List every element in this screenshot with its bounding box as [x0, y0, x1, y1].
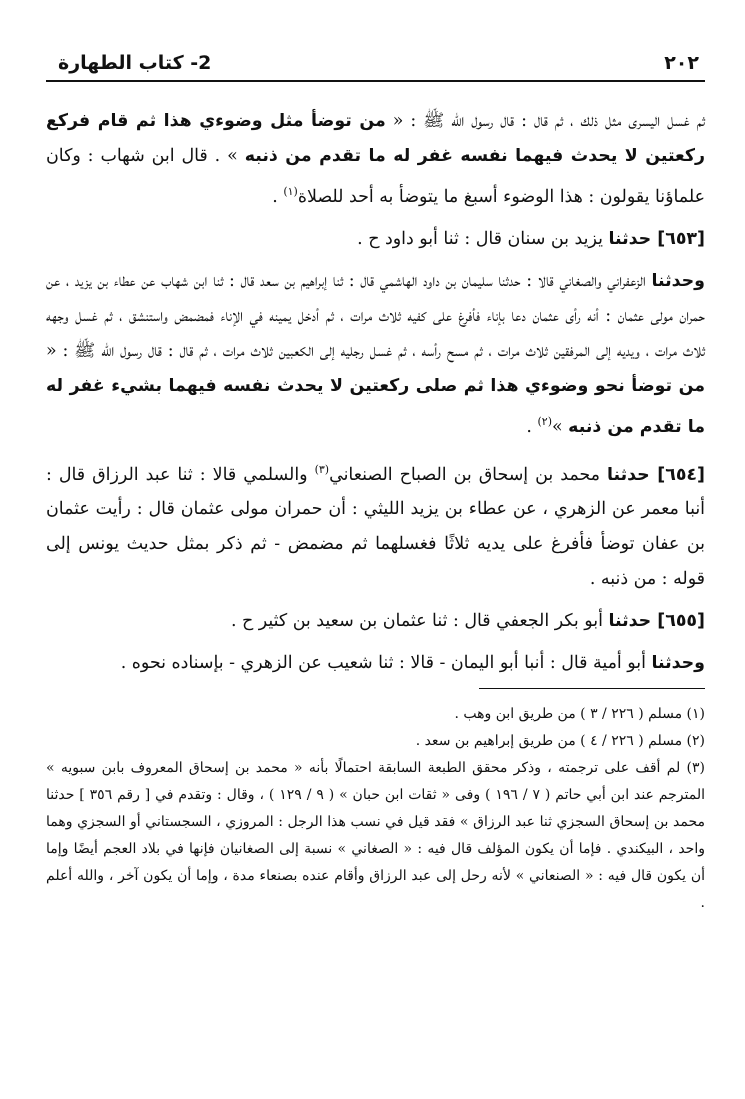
text-segment: محمد بن إسحاق بن الصباح الصنعاني — [329, 464, 607, 485]
paragraph — [46, 646, 705, 681]
footnote-marker: (٢) — [537, 414, 552, 428]
text-segment: ثم غسل اليسرى مثل ذلك ، ثم قال : قال رسول الله ﷺ : « — [385, 111, 705, 131]
hadith-number: [٦٥٥] حدثنا — [608, 611, 705, 632]
hadith-text: من توضأ مثل وضوءي هذا ثم قام فركع ركعتين لا يحدث فيهما نفسه غفر له ما تقدم من ذنبه — [46, 111, 705, 166]
paragraph — [46, 264, 705, 445]
footnote-marker: (١) — [283, 185, 298, 198]
narration-keyword: وحدثنا — [651, 270, 705, 291]
page-number: ٢٠٢ — [664, 52, 699, 74]
body-text — [46, 104, 705, 681]
text-segment: . — [272, 186, 284, 207]
footnotes — [46, 701, 705, 917]
text-segment: » — [552, 416, 569, 437]
footnote-divider — [479, 688, 705, 689]
text-segment: الزعفراني والصغاني قالا : حدثنا سليمان بن داود الهاشمي قال : ثنا إبراهيم بن سعد قال : ثنا ابن شهاب عن عطاء بن يزيد ، عن حمران مولى عثمان : أنه رأى عثمان دعا بإناء فأفرغ على كفيه ثلاث مرات ، ثم أدخل يمينه في الإناء فمضمض واستنشق ، ثم غسل وجهه ثلاث مرات ، ويديه إلى المرفقين ثلاث مرات ، ثم مسح رأسه ، ثم غسل رجليه إلى الكعبين ثلاث مرات ، ثم قال : قال رسول الله ﷺ : « — [46, 270, 705, 361]
footnote-2: (٢) مسلم ( ٢٢٦ / ٤ ) من طريق إبراهيم بن سعد . — [415, 733, 705, 750]
paragraph — [46, 104, 705, 215]
text-segment: يزيد بن سنان قال : ثنا أبو داود ح . — [357, 228, 609, 249]
footnote-3: (٣) لم أقف على ترجمته ، وذكر محقق الطبعة السابقة احتمالًا بأنه « محمد بن إسحاق المعروف بابن سبويه » المترجم عند ابن أبي حاتم ( ٧ / ١٩٦ ) وفى « ثقات ابن حبان » ( ٩ / ١٢٩ ) ، وقال : وتقدم في [ رقم ٣٥٦ ] حدثنا محمد بن إسحاق السجزي ثنا عبد الرزاق » فقد قيل في نسب هذا الرجل : المروزي ، السجستاني أو السجزي وهما واحد ، البيكندي . فإما أن يكون المؤلف قال فيه : « الصغاني » نسبة إلى الصغانيان فإنها في بلاد العجم أيضًا وإما أن يكون قال فيه : « الصنعاني » لأنه رحل إلى عبد الرزاق وأقام عنده بصنعاء مدة ، وإما أن يكون آخر ، والله أعلم . — [46, 760, 705, 912]
chapter-title: 2- كتاب الطهارة — [58, 52, 212, 74]
hadith-number: [٦٥٣] حدثنا — [608, 228, 705, 249]
paragraph — [46, 222, 705, 257]
footnote-marker: (٣) — [314, 462, 330, 476]
text-segment: والسلمي قالا : ثنا عبد الرزاق قال : أنبا معمر عن الزهري ، عن عطاء بن يزيد الليثي : أن حمران مولى عثمان قال : رأيت عثمان بن عفان توضأ فأفرغ على يديه ثلاثًا فغسلهما ثم مضمض - ثم ذكر بمثل حديث يونس إلى قوله : من ذنبه . — [46, 464, 705, 590]
text-segment: أبو أمية قال : أنبا أبو اليمان - قالا : ثنا شعيب عن الزهري - بإسناده نحوه . — [120, 653, 652, 674]
text-segment: . — [526, 416, 538, 437]
text-segment: » . قال ابن شهاب : وكان علماؤنا يقولون : هذا الوضوء أسبغ ما يتوضأ به أحد للصلاة — [46, 146, 705, 207]
paragraph — [46, 452, 705, 598]
text-segment: أبو بكر الجعفي قال : ثنا عثمان بن سعيد بن كثير ح . — [230, 611, 609, 632]
hadith-text: من توضأ نحو وضوءي هذا ثم صلى ركعتين لا يحدث نفسه فيهما بشيء غفر له ما تقدم من ذنبه — [46, 375, 705, 437]
paragraph — [46, 604, 705, 639]
page-header — [46, 52, 705, 82]
narration-keyword: وحدثنا — [651, 653, 705, 674]
hadith-number: [٦٥٤] حدثنا — [606, 464, 705, 485]
footnote-1: (١) مسلم ( ٢٢٦ / ٣ ) من طريق ابن وهب . — [454, 706, 705, 723]
